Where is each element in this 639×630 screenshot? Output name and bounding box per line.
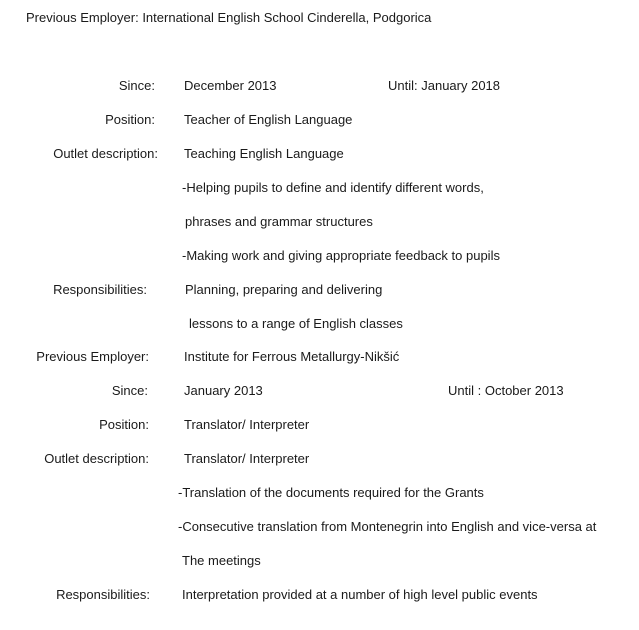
job2-employer-label: Previous Employer: xyxy=(36,349,149,364)
job2-bullet1: -Translation of the documents required for the Grants xyxy=(178,485,484,500)
job1-outlet-label: Outlet description: xyxy=(53,146,158,161)
job1-until-text: Until: January 2018 xyxy=(388,78,501,93)
job2-responsibilities-label: Responsibilities: xyxy=(56,587,150,602)
job1-position-value: Teacher of English Language xyxy=(184,112,353,127)
job2-position-value: Translator/ Interpreter xyxy=(184,417,310,432)
job2-until-text: Until : October 2013 xyxy=(448,383,564,398)
job1-position-label: Position: xyxy=(105,112,155,127)
job2-bullet2-line1: -Consecutive translation from Montenegrin into English and vice-versa at xyxy=(178,519,597,534)
job2-position-label: Position: xyxy=(99,417,149,432)
job1-responsibilities-label: Responsibilities: xyxy=(53,282,147,297)
job2-responsibilities-value: Interpretation provided at a number of high level public events xyxy=(182,587,538,602)
employer-heading: Previous Employer: International English School Cinderella, Podgorica xyxy=(26,10,432,25)
job2-employer-value: Institute for Ferrous Metallurgy-Nikšić xyxy=(184,349,400,364)
job1-since-value: December 2013 xyxy=(184,78,277,93)
job1-since-label: Since: xyxy=(118,78,155,93)
job1-responsibilities-line2: lessons to a range of English classes xyxy=(189,316,403,331)
job2-bullet2-line2: The meetings xyxy=(182,553,261,568)
job1-responsibilities-line1: Planning, preparing and delivering xyxy=(185,282,383,297)
job1-outlet-value: Teaching English Language xyxy=(184,146,344,161)
job2-outlet-value: Translator/ Interpreter xyxy=(184,451,310,466)
job2-since-label: Since: xyxy=(111,383,148,398)
job1-bullet2: -Making work and giving appropriate feedback to pupils xyxy=(182,248,500,263)
job1-bullet1-line1: -Helping pupils to define and identify different words, xyxy=(182,180,484,195)
job2-since-value: January 2013 xyxy=(184,383,263,398)
job2-outlet-label: Outlet description: xyxy=(44,451,149,466)
job1-bullet1-line2: phrases and grammar structures xyxy=(185,214,373,229)
